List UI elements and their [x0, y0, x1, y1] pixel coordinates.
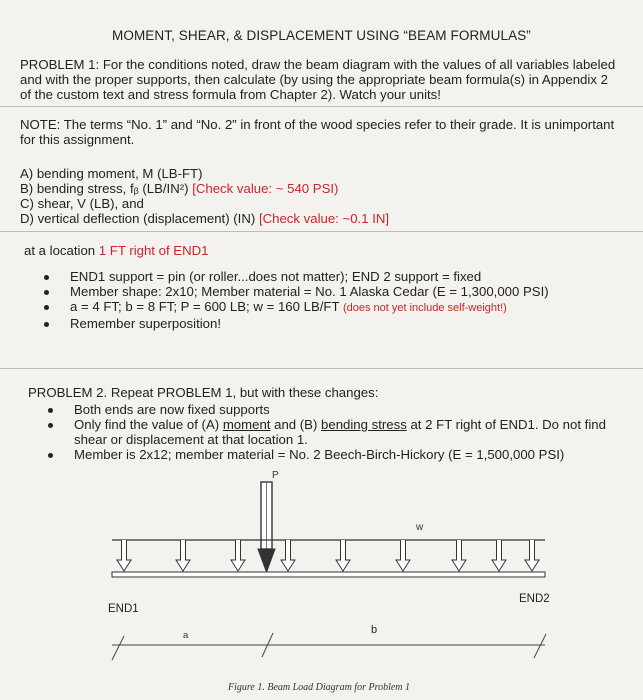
label-b: b [371, 624, 378, 636]
label-w: w [416, 522, 424, 533]
bullet-dot [48, 423, 53, 428]
label-p: P [272, 470, 279, 481]
problem2-heading: PROBLEM 2. Repeat PROBLEM 1, but with these changes: [28, 385, 379, 400]
bullet-dot [44, 275, 49, 280]
item-b-check: [Check value: ~ 540 PSI) [192, 181, 339, 196]
distributed-load-arrows [117, 540, 539, 571]
point-load-arrow [258, 482, 275, 572]
bullet-text: a = 4 FT; b = 8 FT; P = 600 LB; w = 160 LB/FT [70, 299, 340, 314]
load-arrow [525, 540, 539, 571]
bullet-dot [48, 453, 53, 458]
load-arrow [231, 540, 245, 571]
divider [0, 368, 643, 369]
load-arrow [176, 540, 190, 571]
beam-load-diagram [0, 460, 643, 700]
label-a: a [183, 630, 189, 641]
bullet-text: END1 support = pin (or roller...does not matter); END 2 support = fixed [70, 269, 482, 284]
bullet-text: Both ends are now fixed supports [74, 402, 270, 417]
problem2-bullets [74, 402, 634, 462]
problem1-line: of the custom text and stress formula from Chapter 2). Watch your units! [20, 87, 441, 102]
list-item [70, 316, 630, 331]
load-arrow [336, 540, 350, 571]
bullet-dot [48, 408, 53, 413]
note-line: NOTE: The terms “No. 1” and “No. 2” in front of the wood species refer to their grade. It is unimportant [20, 117, 615, 132]
bullet-dot [44, 305, 49, 310]
item-d-check: [Check value: ~0.1 IN] [258, 211, 390, 226]
item-c: C) shear, V (LB), and [20, 196, 144, 211]
list-item [70, 299, 630, 316]
item-d [20, 211, 625, 226]
label-end1: END1 [108, 603, 139, 615]
item-d-text: D) vertical deflection (displacement) (IN) [20, 211, 256, 226]
label-end2: END2 [519, 593, 550, 605]
bullet-text: Only find the value of (A) [74, 417, 223, 432]
item-b [20, 181, 625, 196]
divider [0, 231, 643, 232]
note-line: for this assignment. [20, 132, 135, 147]
bullet-text: shear or displacement at that location 1. [74, 432, 308, 447]
location-line [24, 243, 208, 258]
note-text [20, 117, 625, 147]
list-item [70, 284, 630, 299]
location-value: 1 FT right of END1 [98, 243, 209, 258]
bullet-text: Member is 2x12; member material = No. 2 Beech-Birch-Hickory (E = 1,500,000 PSI) [74, 447, 565, 462]
load-arrow [492, 540, 506, 571]
divider [0, 106, 643, 107]
bullet-text: and (B) [270, 417, 322, 432]
list-item [74, 402, 634, 417]
list-item [70, 269, 630, 284]
bullet-text: Remember superposition! [70, 316, 221, 331]
beam [112, 572, 545, 577]
item-b-text: B) bending stress, fᵦ (LB/IN²) [20, 181, 189, 196]
problem1-line: and with the proper supports, then calculate (by using the appropriate beam formula(s) in Appendix 2 [20, 72, 608, 87]
location-prefix: at a location [24, 243, 99, 258]
underlined-text: bending stress [321, 417, 407, 432]
bullet-dot [44, 322, 49, 327]
load-arrow [396, 540, 410, 571]
problem1-line: PROBLEM 1: For the conditions noted, draw the beam diagram with the values of all variables labeled [20, 57, 616, 72]
problem1-bullets [70, 269, 630, 331]
bullet-text: Member shape: 2x10; Member material = No. 1 Alaska Cedar (E = 1,300,000 PSI) [70, 284, 549, 299]
item-a: A) bending moment, M (LB-FT) [20, 166, 203, 181]
bullet-text: at 2 FT right of END1. Do not find [406, 417, 606, 432]
figure-caption: Figure 1. Beam Load Diagram for Problem 1 [228, 682, 411, 693]
load-arrow [452, 540, 466, 571]
bullet-dot [44, 290, 49, 295]
dimension-line [112, 633, 546, 660]
required-items-list [20, 166, 625, 226]
load-arrow [281, 540, 295, 571]
underlined-text: moment [222, 417, 271, 432]
list-item [74, 417, 634, 447]
problem1-text [20, 57, 625, 102]
load-arrow [117, 540, 131, 571]
page-title: MOMENT, SHEAR, & DISPLACEMENT USING “BEAM FORMULAS” [112, 28, 531, 43]
bullet-warning: (does not yet include self-weight!) [342, 302, 507, 314]
